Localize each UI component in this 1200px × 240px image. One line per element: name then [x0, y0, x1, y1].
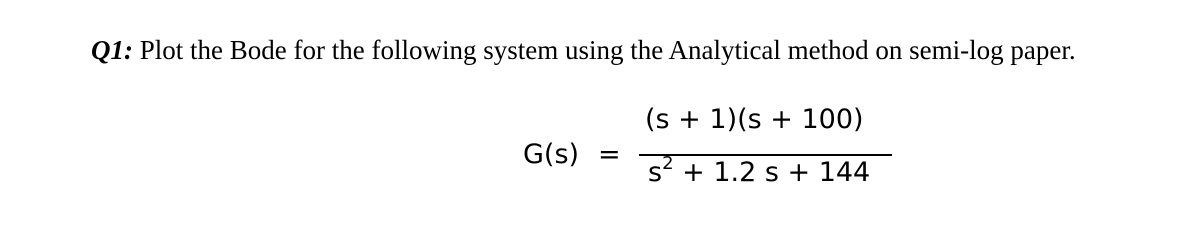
- equals-sign: =: [598, 139, 621, 170]
- question-body: Plot the Bode for the following system using the Analytical method on semi-log paper.: [133, 35, 1076, 65]
- equation-lhs: G(s): [523, 139, 580, 170]
- denominator-exponent: 2: [662, 153, 674, 174]
- fraction-numerator: (s + 1)(s + 100): [645, 104, 864, 135]
- fraction-denominator: [648, 153, 870, 188]
- denominator-rest: + 1.2 s + 144: [673, 157, 871, 188]
- question-label: Q1:: [91, 35, 133, 65]
- denominator-base: s: [648, 157, 663, 188]
